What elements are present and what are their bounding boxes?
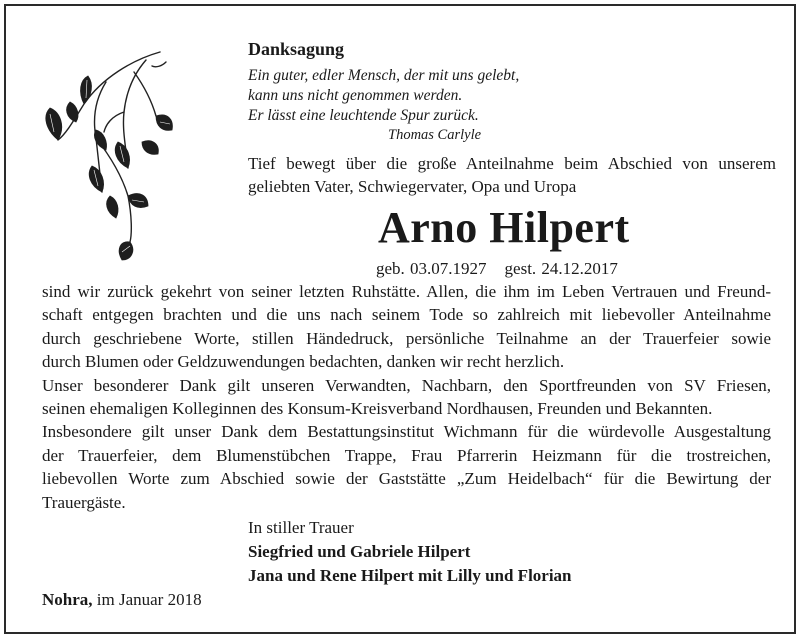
signature-block bbox=[248, 516, 572, 588]
body-line: durch Blumen oder Geldzuwendungen bedachten, danken wir recht herzlich. bbox=[42, 352, 565, 372]
birth-date: geb. 03.07.1927 bbox=[376, 259, 487, 278]
poem-line: Ein guter, edler Mensch, der mit uns gelebt, bbox=[248, 67, 520, 84]
body-line: der Trauerfeier, dem Blumenstübchen Trappe, Frau Pfarrerin Heizmann für die trostreichen, bbox=[42, 445, 771, 465]
signature-name: Jana und Rene Hilpert mit Lilly und Florian bbox=[248, 566, 572, 585]
body-line: durch geschriebene Worte, stillen Händedruck, persönliche Teilnahme an der Trauerfeier sowie bbox=[42, 328, 771, 348]
intro-line: geliebten Vater, Schwiegervater, Opa und Uropa bbox=[248, 177, 577, 197]
place-date bbox=[42, 590, 202, 610]
body-line: liebevollen Worte zum Abschied sowie der Gaststätte „Zum Heidelbach“ für die Bewirtung der bbox=[42, 469, 771, 489]
death-date: gest. 24.12.2017 bbox=[504, 259, 618, 278]
body-line: Unser besonderer Dank gilt unseren Verwandten, Nachbarn, den Sportfreunden von SV Friesen, bbox=[42, 375, 771, 395]
notice-heading: Danksagung bbox=[248, 39, 345, 59]
body-line: Insbesondere gilt unser Dank dem Bestattungsinstitut Wichmann für die würdevolle Ausgestaltung bbox=[42, 422, 771, 442]
place-name: Nohra, bbox=[42, 590, 93, 609]
poem-line: kann uns nicht genommen werden. bbox=[248, 87, 463, 104]
body-line: Trauergäste. bbox=[42, 492, 126, 512]
life-dates bbox=[376, 259, 618, 279]
poem-author: Thomas Carlyle bbox=[388, 127, 482, 143]
thanks-body bbox=[42, 280, 771, 514]
body-line: schaft entgegen brachten und die uns nach seinem Tode so zahlreich mit liebevoller Anteilnahme bbox=[42, 305, 771, 325]
signature-name: Siegfried und Gabriele Hilpert bbox=[248, 542, 471, 561]
intro-line: Tief bewegt über die große Anteilnahme beim Abschied von unserem bbox=[248, 154, 776, 173]
poem-quote bbox=[248, 66, 519, 126]
notice-date: im Januar 2018 bbox=[96, 590, 202, 609]
poem-line: Er lässt eine leuchtende Spur zurück. bbox=[248, 107, 479, 124]
body-line: seinen ehemaligen Kolleginnen des Konsum-Kreisverband Nordhausen, Freunden und Bekannten. bbox=[42, 399, 713, 419]
body-line: sind wir zurück gekehrt von seiner letzten Ruhstätte. Allen, die ihm im Leben Vertrauen und Freund- bbox=[42, 282, 771, 301]
signature-intro: In stiller Trauer bbox=[248, 518, 354, 537]
birch-branch-icon bbox=[36, 46, 176, 271]
notice-frame bbox=[4, 4, 796, 634]
intro-text bbox=[248, 152, 776, 199]
deceased-name: Arno Hilpert bbox=[378, 203, 630, 252]
